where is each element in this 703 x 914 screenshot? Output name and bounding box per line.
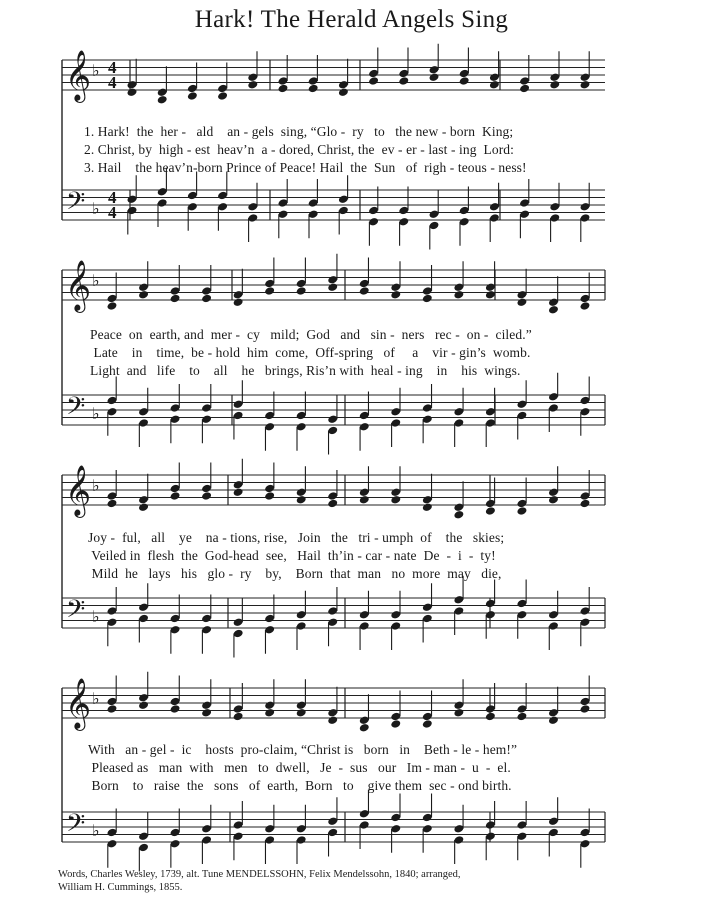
credits [58, 868, 678, 894]
lyric-verse-1-line-4: With an - gel - ic hosts pro-claim, “Christ is born in Beth - le - hem!” [88, 742, 518, 757]
treble-clef-icon: 𝄞 [65, 50, 92, 101]
bass-clef-icon: 𝄢 [66, 392, 86, 427]
time-signature: 4 [108, 203, 117, 222]
credits-line-2: William H. Cummings, 1855. [58, 882, 183, 893]
lyric-verse-1-line-1: 1. Hark! the her - ald an - gels sing, “Glo - ry to the new - born King; [84, 124, 514, 139]
treble-clef-icon: 𝄞 [65, 465, 92, 516]
flat-icon: ♭ [92, 63, 100, 80]
notehead [201, 708, 212, 718]
notehead [170, 704, 181, 714]
flat-icon: ♭ [92, 609, 100, 626]
hymn-title: Hark! The Herald Angels Sing [194, 6, 509, 33]
flat-icon: ♭ [92, 201, 100, 218]
lyric-verse-2-line-2: Late in time, be - hold him come, Off-spring of a vir - gin’s womb. [90, 345, 531, 360]
bass-clef-icon: 𝄢 [66, 809, 86, 844]
notehead [138, 700, 149, 710]
notehead [516, 712, 527, 722]
treble-clef-icon: 𝄞 [65, 260, 92, 311]
flat-icon: ♭ [92, 478, 100, 495]
bass-clef-icon: 𝄢 [66, 595, 86, 630]
notehead [327, 715, 338, 725]
lyric-verse-1-line-3: Joy - ful, all ye na - tions, rise, Join the tri - umph of the skies; [88, 530, 505, 545]
notehead [107, 704, 118, 714]
lyric-verse-3-line-4: Born to raise the sons of earth, Born to give them sec - ond birth. [88, 778, 512, 793]
notehead [296, 708, 307, 718]
credits-line-1: Words, Charles Wesley, 1739, alt. Tune MENDELSSOHN, Felix Mendelssohn, 1840; arranged, [58, 869, 461, 880]
lyric-verse-1-line-2: Peace on earth, and mer - cy mild; God and sin - ners rec - on - ciled.” [90, 327, 532, 342]
notehead [264, 708, 275, 718]
notehead [580, 704, 591, 714]
notehead [422, 719, 433, 729]
flat-icon: ♭ [92, 273, 100, 290]
bass-clef-icon: 𝄢 [66, 187, 86, 222]
notehead [453, 708, 464, 718]
time-signature: 4 [108, 73, 117, 92]
flat-icon: ♭ [92, 823, 100, 840]
notehead [485, 712, 496, 722]
flat-icon: ♭ [92, 406, 100, 423]
flat-icon: ♭ [92, 691, 100, 708]
treble-clef-icon: 𝄞 [65, 678, 92, 729]
time-signature: 4 [108, 188, 117, 207]
lyric-verse-3-line-3: Mild he lays his glo - ry by, Born that man no more may die, [88, 566, 502, 581]
notehead [233, 712, 244, 722]
lyric-verse-3-line-2: Light and life to all he brings, Ris’n with heal - ing in his wings. [90, 363, 521, 378]
notehead [359, 723, 370, 733]
notehead [390, 719, 401, 729]
lyric-verse-2-line-4: Pleased as man with men to dwell, Je - sus our Im - man - u - el. [88, 760, 511, 775]
lyric-verse-2-line-3: Veiled in flesh the God-head see, Hail th’in - car - nate De - i - ty! [88, 548, 496, 563]
lyric-verse-3-line-1: 3. Hail the heav’n-born Prince of Peace! Hail the Sun of righ - teous - ness! [84, 160, 527, 175]
time-signature: 4 [108, 58, 117, 77]
lyric-verse-2-line-1: 2. Christ, by high - est heav’n a - dored, Christ, the ev - er - last - ing Lord: [84, 142, 515, 157]
notehead [548, 715, 559, 725]
